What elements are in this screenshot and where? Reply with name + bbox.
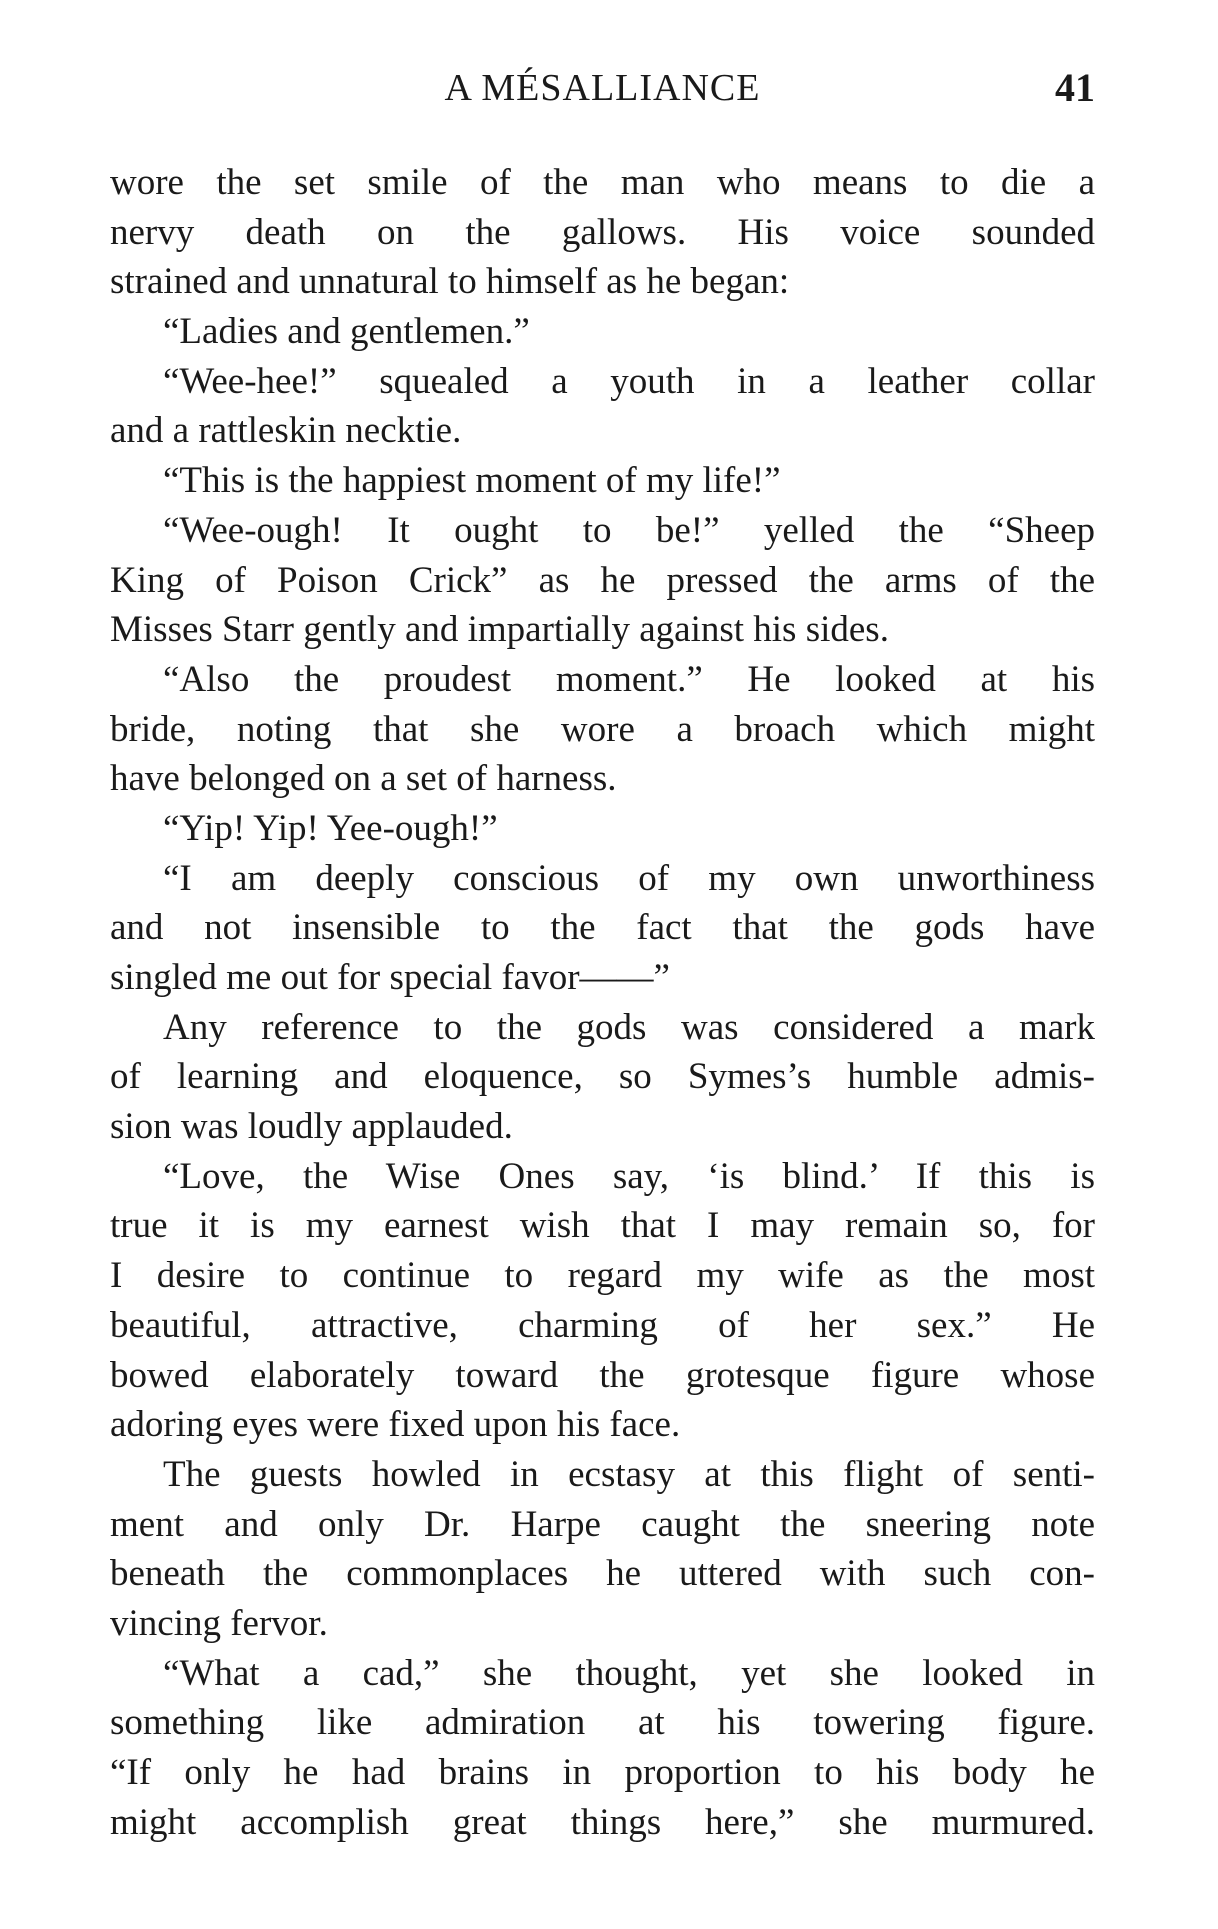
text-line: “If only he had brains in proportion to his body he (110, 1752, 1095, 1793)
text-line: something like admiration at his towering figure. (110, 1702, 1095, 1744)
text-line: “Yip! Yip! Yee-ough!” (163, 807, 498, 849)
text-line: vincing fervor. (110, 1602, 328, 1644)
text-line: of learning and eloquence, so Symes’s humble admis- (110, 1056, 1095, 1098)
text-line: true it is my earnest wish that I may remain so, for (110, 1205, 1095, 1247)
page-number: 41 (1055, 65, 1095, 110)
text-line: “Also the proudest moment.” He looked at his (163, 658, 1095, 700)
text-line: beautiful, attractive, charming of her sex.” He (110, 1304, 1095, 1346)
text-line: bowed elaborately toward the grotesque figure whose (110, 1354, 1095, 1396)
text-line: “This is the happiest moment of my life!” (163, 460, 781, 502)
chapter-title: A MÉSALLIANCE (444, 67, 761, 109)
text-line: adoring eyes were fixed upon his face. (110, 1404, 681, 1446)
text-line: Any reference to the gods was considered a mark (163, 1006, 1095, 1048)
text-line: might accomplish great things here,” she murmured. (110, 1801, 1095, 1843)
text-line: and a rattleskin necktie. (110, 410, 462, 452)
text-line: sion was loudly applauded. (110, 1106, 513, 1148)
text-line: King of Poison Crick” as he pressed the arms of the (110, 559, 1095, 601)
text-line: bride, noting that she wore a broach which might (110, 708, 1095, 750)
text-line: and not insensible to the fact that the gods have (110, 907, 1095, 949)
text-line: “I am deeply conscious of my own unworthiness (163, 857, 1095, 899)
text-line: singled me out for special favor——” (110, 957, 670, 998)
text-line: “Wee-hee!” squealed a youth in a leather collar (163, 360, 1095, 402)
text-line: “Wee-ough! It ought to be!” yelled the “Sheep (163, 509, 1095, 551)
text-line: “Love, the Wise Ones say, ‘is blind.’ If this is (163, 1155, 1095, 1197)
text-line: have belonged on a set of harness. (110, 758, 617, 800)
text-line: “What a cad,” she thought, yet she looked in (163, 1652, 1095, 1694)
text-line: beneath the commonplaces he uttered with such con- (110, 1553, 1095, 1595)
text-line: ment and only Dr. Harpe caught the sneering note (110, 1503, 1095, 1545)
running-head (110, 62, 1095, 114)
text-line: I desire to continue to regard my wife as the most (110, 1255, 1095, 1297)
text-line: “Ladies and gentlemen.” (163, 311, 530, 353)
text-line: The guests howled in ecstasy at this flight of senti- (163, 1453, 1095, 1495)
text-line: strained and unnatural to himself as he began: (110, 261, 790, 303)
body-text (110, 158, 1095, 1847)
text-line: nervy death on the gallows. His voice sounded (110, 211, 1095, 253)
text-line: wore the set smile of the man who means to die a (110, 162, 1095, 203)
text-line: Misses Starr gently and impartially against his sides. (110, 609, 889, 651)
